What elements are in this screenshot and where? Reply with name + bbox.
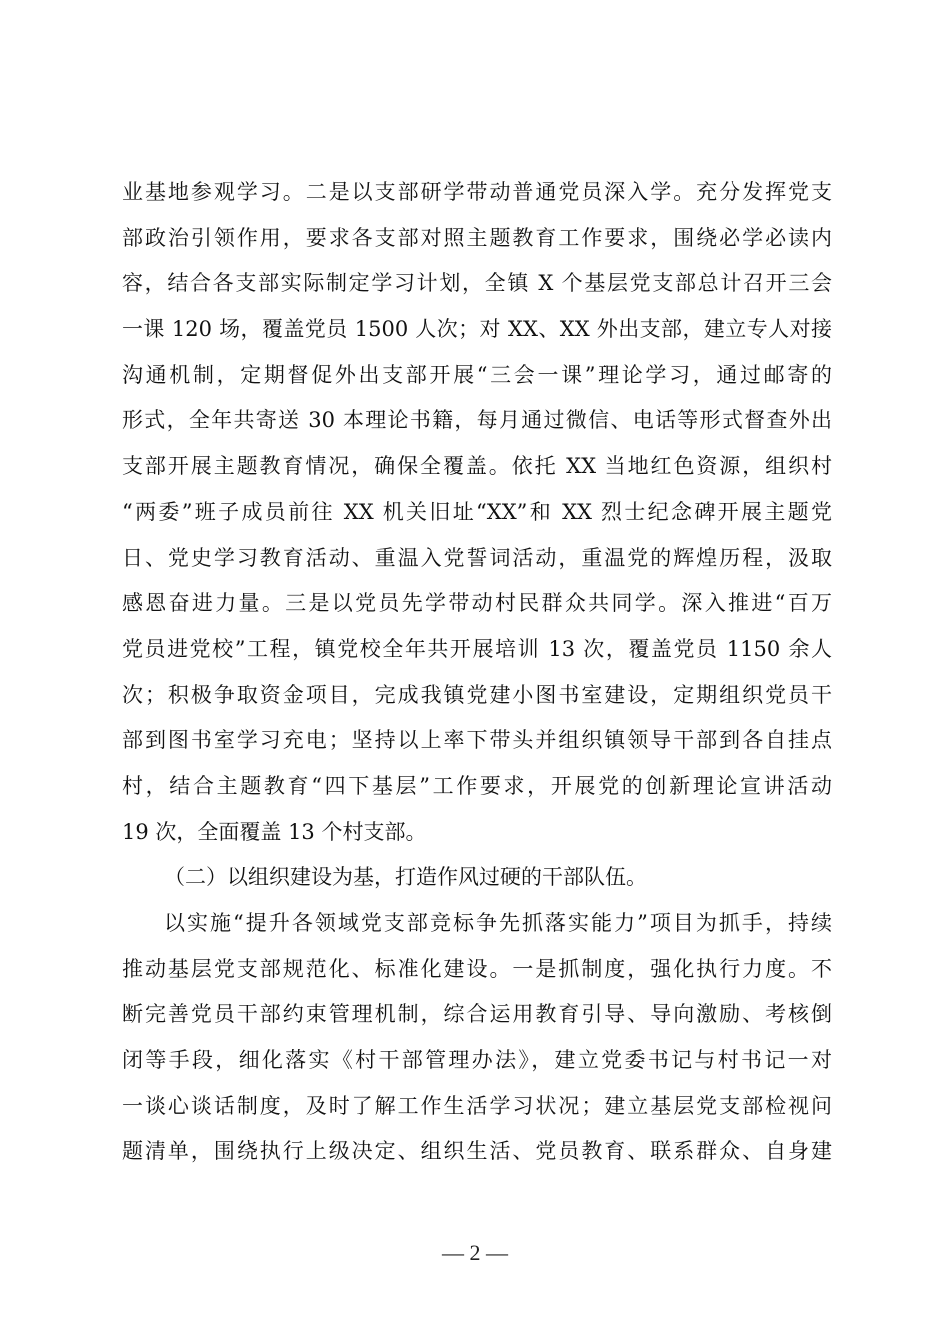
text-line: 题清单，围绕执行上级决定、组织生活、党员教育、联系群众、自身建 [122, 1139, 832, 1164]
text-line: 次；积极争取资金项目，完成我镇党建小图书室建设，定期组织党员干 [122, 682, 832, 707]
text-line: 断完善党员干部约束管理机制，综合运用教育引导、导向激励、考核倒 [122, 1002, 832, 1027]
text-line: 沟通机制，定期督促外出支部开展“三会一课”理论学习，通过邮寄的 [122, 362, 832, 387]
text-line: 推动基层党支部规范化、标准化建设。一是抓制度，强化执行力度。不 [122, 956, 832, 981]
text-line: “两委”班子成员前往 XX 机关旧址“XX”和 XX 烈士纪念碑开展主题党 [122, 499, 832, 524]
text-line: 部政治引领作用，要求各支部对照主题教育工作要求，围绕必学必读内 [122, 225, 832, 250]
text-line: 容，结合各支部实际制定学习计划，全镇 X 个基层党支部总计召开三会 [122, 271, 832, 296]
text-line: 部到图书室学习充电；坚持以上率下带头并组织镇领导干部到各自挂点 [122, 728, 832, 753]
text-line: 感恩奋进力量。三是以党员先学带动村民群众共同学。深入推进“百万 [122, 591, 832, 616]
text-line: 业基地参观学习。二是以支部研学带动普通党员深入学。充分发挥党支 [122, 180, 832, 204]
text-line: 一课 120 场，覆盖党员 1500 人次；对 XX、XX 外出支部，建立专人对接 [122, 317, 832, 342]
text-line-paragraph-end: 19 次，全面覆盖 13 个村支部。 [122, 819, 427, 844]
text-line: 闭等手段，细化落实《村干部管理办法》，建立党委书记与村书记一对 [122, 1048, 832, 1073]
text-line: 支部开展主题教育情况，确保全覆盖。依托 XX 当地红色资源，组织村 [122, 454, 832, 479]
text-line: 一谈心谈话制度，及时了解工作生活学习状况；建立基层党支部检视问 [122, 1093, 832, 1118]
section-heading: （二）以组织建设为基，打造作风过硬的干部队伍。 [164, 865, 647, 890]
text-line: 日、党史学习教育活动、重温入党誓词活动，重温党的辉煌历程，汲取 [122, 545, 832, 570]
text-line: 党员进党校”工程，镇党校全年共开展培训 13 次，覆盖党员 1150 余人 [122, 636, 832, 661]
text-line: 形式，全年共寄送 30 本理论书籍，每月通过微信、电话等形式督查外出 [122, 408, 832, 433]
text-line-paragraph-start: 以实施“提升各领域党支部竞标争先抓落实能力”项目为抓手，持续 [164, 911, 832, 935]
text-line: 村，结合主题教育“四下基层”工作要求，开展党的创新理论宣讲活动 [122, 773, 832, 798]
page-number: — 2 — [442, 1240, 508, 1265]
document-body [122, 170, 832, 1175]
